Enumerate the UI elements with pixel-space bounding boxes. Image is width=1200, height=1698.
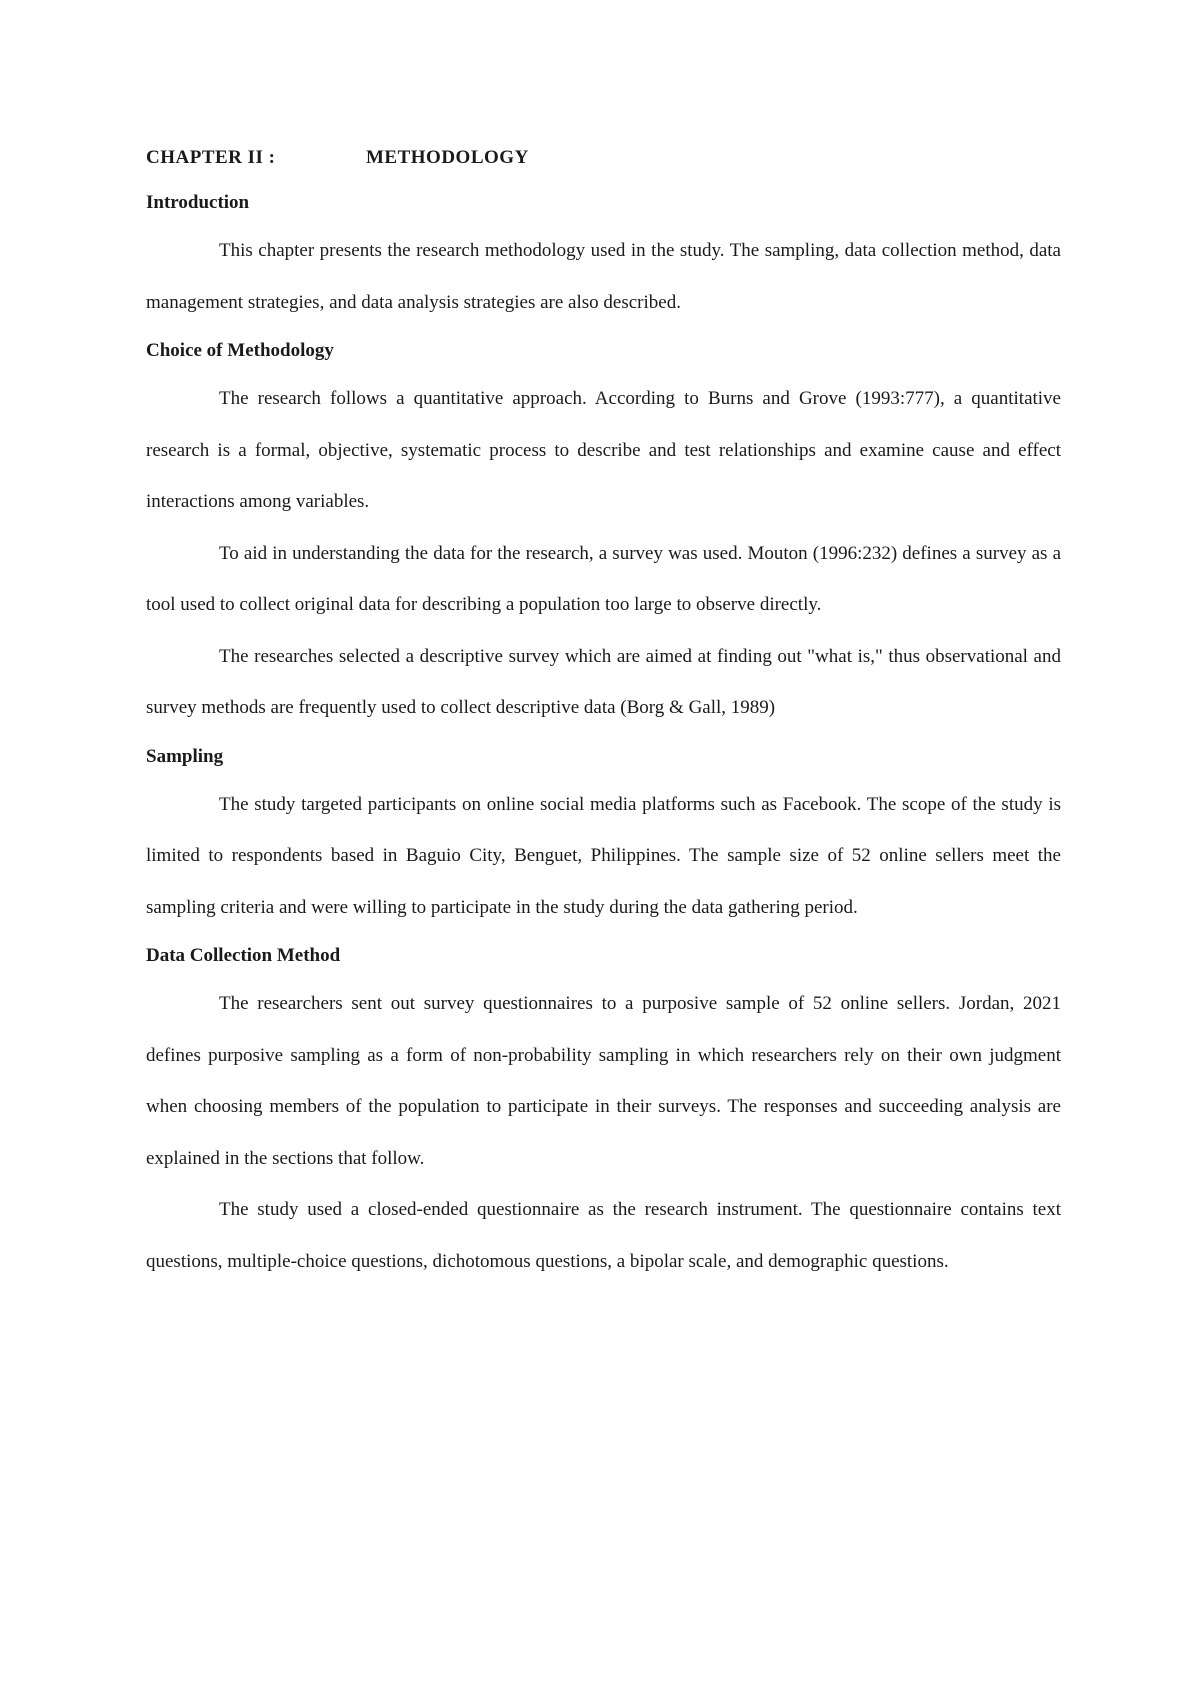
section-heading-sampling: Sampling (146, 745, 224, 767)
paragraph-introduction-1: This chapter presents the research methodology used in the study. The sampling, data collection method, data management strategies, and data analysis strategies are also described. (146, 240, 1061, 313)
section-heading-data-collection-method: Data Collection Method (146, 945, 341, 966)
paragraph-data-collection-2: The study used a closed-ended questionnaire as the research instrument. The questionnaire contains text questions, multiple-choice questions, dichotomous questions, a bipolar scale, and demographic questions. (146, 1199, 1061, 1272)
chapter-heading (146, 146, 1061, 170)
section-heading-choice-of-methodology: Choice of Methodology (146, 340, 334, 361)
chapter-title: METHODOLOGY (366, 147, 529, 168)
chapter-number: CHAPTER II : (146, 147, 276, 168)
section-heading-introduction: Introduction (146, 192, 250, 213)
document-body (146, 146, 1061, 1298)
paragraph-methodology-3: The researches selected a descriptive survey which are aimed at finding out "what is," thus observational and survey methods are frequently used to collect descriptive data (Borg & Gall, 1989) (146, 645, 1061, 718)
paragraph-methodology-2: To aid in understanding the data for the research, a survey was used. Mouton (1996:232) defines a survey as a tool used to collect original data for describing a population too large to observe directly. (146, 542, 1061, 615)
paragraph-sampling-1: The study targeted participants on online social media platforms such as Facebook. The scope of the study is limited to respondents based in Baguio City, Benguet, Philippines. The sample size of 52 online sellers meet the sampling criteria and were willing to participate in the study during the data gathering period. (146, 793, 1061, 918)
paragraph-methodology-1: The research follows a quantitative approach. According to Burns and Grove (1993:777), a quantitative research is a formal, objective, systematic process to describe and test relationships and examine cause and effect interactions among variables. (146, 388, 1061, 512)
paragraph-data-collection-1: The researchers sent out survey questionnaires to a purposive sample of 52 online sellers. Jordan, 2021 defines purposive sampling as a form of non-probability sampling in which researchers rely on their own judgment when choosing members of the population to participate in their surveys. The responses and succeeding analysis are explained in the sections that follow. (146, 993, 1061, 1169)
